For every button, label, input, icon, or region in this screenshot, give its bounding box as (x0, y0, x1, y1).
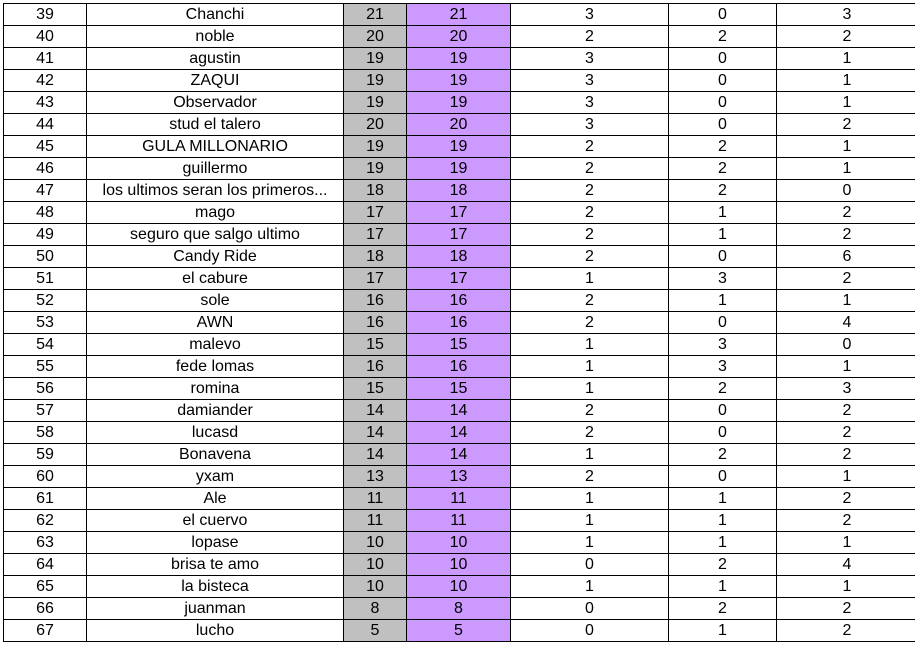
position-cell: 60 (4, 466, 87, 488)
points-purple-cell: 11 (407, 510, 511, 532)
table-row (4, 532, 915, 554)
stat-e-cell: 6 (777, 246, 915, 268)
name-cell: romina (87, 378, 344, 400)
position-cell: 63 (4, 532, 87, 554)
name-cell: Chanchi (87, 4, 344, 26)
name-cell: AWN (87, 312, 344, 334)
stat-c-cell: 0 (511, 554, 669, 576)
table-row (4, 510, 915, 532)
stat-d-cell: 1 (669, 532, 777, 554)
points-purple-cell: 15 (407, 334, 511, 356)
points-purple-cell: 19 (407, 70, 511, 92)
stat-c-cell: 3 (511, 70, 669, 92)
position-cell: 67 (4, 620, 87, 642)
stat-e-cell: 1 (777, 356, 915, 378)
stat-e-cell: 0 (777, 334, 915, 356)
points-gray-cell: 13 (344, 466, 407, 488)
table-row (4, 356, 915, 378)
points-gray-cell: 11 (344, 510, 407, 532)
position-cell: 59 (4, 444, 87, 466)
stat-c-cell: 1 (511, 532, 669, 554)
stat-c-cell: 0 (511, 598, 669, 620)
stat-c-cell: 2 (511, 312, 669, 334)
stat-c-cell: 2 (511, 400, 669, 422)
stat-e-cell: 1 (777, 70, 915, 92)
points-purple-cell: 18 (407, 246, 511, 268)
points-gray-cell: 10 (344, 554, 407, 576)
points-purple-cell: 17 (407, 224, 511, 246)
position-cell: 49 (4, 224, 87, 246)
points-purple-cell: 11 (407, 488, 511, 510)
stat-d-cell: 2 (669, 444, 777, 466)
points-gray-cell: 19 (344, 70, 407, 92)
stat-c-cell: 2 (511, 136, 669, 158)
table-row (4, 620, 915, 642)
table-row (4, 378, 915, 400)
stat-d-cell: 2 (669, 180, 777, 202)
stat-d-cell: 0 (669, 400, 777, 422)
stat-c-cell: 1 (511, 576, 669, 598)
stat-c-cell: 3 (511, 48, 669, 70)
stat-d-cell: 0 (669, 48, 777, 70)
position-cell: 48 (4, 202, 87, 224)
table-row (4, 26, 915, 48)
name-cell: noble (87, 26, 344, 48)
name-cell: brisa te amo (87, 554, 344, 576)
points-gray-cell: 19 (344, 48, 407, 70)
stat-e-cell: 0 (777, 180, 915, 202)
table-row (4, 422, 915, 444)
name-cell: seguro que salgo ultimo (87, 224, 344, 246)
name-cell: agustin (87, 48, 344, 70)
points-purple-cell: 10 (407, 576, 511, 598)
points-gray-cell: 10 (344, 532, 407, 554)
table-row (4, 444, 915, 466)
stat-e-cell: 4 (777, 312, 915, 334)
standings-rows (4, 4, 915, 642)
stat-e-cell: 2 (777, 422, 915, 444)
table-row (4, 290, 915, 312)
position-cell: 42 (4, 70, 87, 92)
points-gray-cell: 16 (344, 312, 407, 334)
points-purple-cell: 17 (407, 268, 511, 290)
points-gray-cell: 18 (344, 246, 407, 268)
points-purple-cell: 21 (407, 4, 511, 26)
stat-d-cell: 3 (669, 334, 777, 356)
points-purple-cell: 20 (407, 26, 511, 48)
points-gray-cell: 19 (344, 158, 407, 180)
stat-c-cell: 2 (511, 158, 669, 180)
position-cell: 40 (4, 26, 87, 48)
points-purple-cell: 14 (407, 400, 511, 422)
stat-d-cell: 1 (669, 290, 777, 312)
stat-e-cell: 1 (777, 532, 915, 554)
points-gray-cell: 5 (344, 620, 407, 642)
points-gray-cell: 19 (344, 136, 407, 158)
stat-e-cell: 1 (777, 92, 915, 114)
points-purple-cell: 10 (407, 532, 511, 554)
name-cell: el cabure (87, 268, 344, 290)
points-gray-cell: 11 (344, 488, 407, 510)
stat-d-cell: 1 (669, 488, 777, 510)
stat-c-cell: 1 (511, 268, 669, 290)
stat-e-cell: 1 (777, 48, 915, 70)
position-cell: 56 (4, 378, 87, 400)
points-gray-cell: 14 (344, 422, 407, 444)
stat-d-cell: 3 (669, 268, 777, 290)
points-gray-cell: 20 (344, 114, 407, 136)
position-cell: 57 (4, 400, 87, 422)
points-gray-cell: 20 (344, 26, 407, 48)
position-cell: 62 (4, 510, 87, 532)
points-gray-cell: 17 (344, 202, 407, 224)
stat-e-cell: 2 (777, 488, 915, 510)
points-gray-cell: 15 (344, 378, 407, 400)
points-gray-cell: 19 (344, 92, 407, 114)
table-row (4, 202, 915, 224)
points-gray-cell: 21 (344, 4, 407, 26)
table-row (4, 224, 915, 246)
position-cell: 55 (4, 356, 87, 378)
position-cell: 39 (4, 4, 87, 26)
table-row (4, 114, 915, 136)
name-cell: el cuervo (87, 510, 344, 532)
stat-d-cell: 0 (669, 312, 777, 334)
table-row (4, 576, 915, 598)
stat-c-cell: 0 (511, 620, 669, 642)
standings-table (3, 3, 915, 642)
table-row (4, 48, 915, 70)
table-row (4, 268, 915, 290)
stat-c-cell: 3 (511, 4, 669, 26)
position-cell: 44 (4, 114, 87, 136)
position-cell: 53 (4, 312, 87, 334)
stat-d-cell: 1 (669, 202, 777, 224)
stat-e-cell: 2 (777, 598, 915, 620)
stat-e-cell: 4 (777, 554, 915, 576)
points-gray-cell: 16 (344, 356, 407, 378)
name-cell: malevo (87, 334, 344, 356)
points-purple-cell: 16 (407, 356, 511, 378)
position-cell: 54 (4, 334, 87, 356)
stat-e-cell: 2 (777, 268, 915, 290)
table-row (4, 466, 915, 488)
stat-d-cell: 0 (669, 92, 777, 114)
name-cell: Bonavena (87, 444, 344, 466)
table-row (4, 598, 915, 620)
stat-e-cell: 2 (777, 444, 915, 466)
name-cell: damiander (87, 400, 344, 422)
stat-c-cell: 2 (511, 26, 669, 48)
stat-d-cell: 2 (669, 136, 777, 158)
stat-d-cell: 1 (669, 510, 777, 532)
position-cell: 66 (4, 598, 87, 620)
position-cell: 46 (4, 158, 87, 180)
points-purple-cell: 13 (407, 466, 511, 488)
stat-d-cell: 0 (669, 246, 777, 268)
stat-d-cell: 0 (669, 422, 777, 444)
table-row (4, 136, 915, 158)
points-gray-cell: 15 (344, 334, 407, 356)
name-cell: fede lomas (87, 356, 344, 378)
stat-e-cell: 1 (777, 576, 915, 598)
points-purple-cell: 18 (407, 180, 511, 202)
name-cell: lucho (87, 620, 344, 642)
name-cell: Ale (87, 488, 344, 510)
name-cell: Candy Ride (87, 246, 344, 268)
stat-c-cell: 1 (511, 444, 669, 466)
position-cell: 58 (4, 422, 87, 444)
points-purple-cell: 19 (407, 136, 511, 158)
name-cell: sole (87, 290, 344, 312)
name-cell: la bisteca (87, 576, 344, 598)
name-cell: GULA MILLONARIO (87, 136, 344, 158)
points-gray-cell: 8 (344, 598, 407, 620)
name-cell: yxam (87, 466, 344, 488)
name-cell: lucasd (87, 422, 344, 444)
stat-d-cell: 3 (669, 356, 777, 378)
table-row (4, 180, 915, 202)
stat-c-cell: 2 (511, 246, 669, 268)
position-cell: 47 (4, 180, 87, 202)
points-purple-cell: 17 (407, 202, 511, 224)
stat-c-cell: 2 (511, 466, 669, 488)
stat-e-cell: 3 (777, 4, 915, 26)
stat-c-cell: 1 (511, 356, 669, 378)
points-gray-cell: 17 (344, 268, 407, 290)
stat-d-cell: 0 (669, 466, 777, 488)
position-cell: 43 (4, 92, 87, 114)
points-purple-cell: 15 (407, 378, 511, 400)
table-row (4, 92, 915, 114)
stat-d-cell: 1 (669, 620, 777, 642)
stat-e-cell: 1 (777, 158, 915, 180)
stat-c-cell: 1 (511, 378, 669, 400)
stat-c-cell: 1 (511, 334, 669, 356)
stat-d-cell: 1 (669, 224, 777, 246)
stat-d-cell: 2 (669, 26, 777, 48)
name-cell: Observador (87, 92, 344, 114)
position-cell: 51 (4, 268, 87, 290)
points-purple-cell: 19 (407, 92, 511, 114)
stat-c-cell: 3 (511, 92, 669, 114)
stat-c-cell: 2 (511, 180, 669, 202)
stat-d-cell: 0 (669, 4, 777, 26)
position-cell: 41 (4, 48, 87, 70)
stat-e-cell: 2 (777, 620, 915, 642)
points-gray-cell: 16 (344, 290, 407, 312)
table-row (4, 400, 915, 422)
points-purple-cell: 5 (407, 620, 511, 642)
table-row (4, 554, 915, 576)
points-gray-cell: 18 (344, 180, 407, 202)
stat-d-cell: 2 (669, 554, 777, 576)
stat-e-cell: 2 (777, 114, 915, 136)
points-purple-cell: 20 (407, 114, 511, 136)
table-row (4, 4, 915, 26)
points-gray-cell: 14 (344, 400, 407, 422)
stat-e-cell: 1 (777, 290, 915, 312)
position-cell: 61 (4, 488, 87, 510)
stat-e-cell: 1 (777, 466, 915, 488)
stat-c-cell: 2 (511, 224, 669, 246)
points-purple-cell: 19 (407, 158, 511, 180)
position-cell: 52 (4, 290, 87, 312)
table-row (4, 488, 915, 510)
name-cell: ZAQUI (87, 70, 344, 92)
points-purple-cell: 19 (407, 48, 511, 70)
stat-c-cell: 1 (511, 488, 669, 510)
table-row (4, 70, 915, 92)
stat-e-cell: 2 (777, 224, 915, 246)
stat-e-cell: 2 (777, 400, 915, 422)
stat-d-cell: 2 (669, 158, 777, 180)
stat-c-cell: 2 (511, 290, 669, 312)
position-cell: 65 (4, 576, 87, 598)
name-cell: lopase (87, 532, 344, 554)
stat-c-cell: 2 (511, 422, 669, 444)
position-cell: 45 (4, 136, 87, 158)
stat-e-cell: 1 (777, 136, 915, 158)
points-purple-cell: 14 (407, 422, 511, 444)
points-purple-cell: 8 (407, 598, 511, 620)
table-row (4, 158, 915, 180)
points-purple-cell: 14 (407, 444, 511, 466)
stat-e-cell: 3 (777, 378, 915, 400)
name-cell: mago (87, 202, 344, 224)
position-cell: 64 (4, 554, 87, 576)
stat-e-cell: 2 (777, 202, 915, 224)
stat-c-cell: 1 (511, 510, 669, 532)
table-row (4, 246, 915, 268)
points-gray-cell: 14 (344, 444, 407, 466)
stat-e-cell: 2 (777, 26, 915, 48)
name-cell: los ultimos seran los primeros... (87, 180, 344, 202)
stat-d-cell: 1 (669, 576, 777, 598)
name-cell: juanman (87, 598, 344, 620)
name-cell: stud el talero (87, 114, 344, 136)
points-purple-cell: 16 (407, 290, 511, 312)
position-cell: 50 (4, 246, 87, 268)
stat-c-cell: 3 (511, 114, 669, 136)
points-gray-cell: 17 (344, 224, 407, 246)
stat-e-cell: 2 (777, 510, 915, 532)
stat-d-cell: 2 (669, 598, 777, 620)
table-row (4, 334, 915, 356)
table-row (4, 312, 915, 334)
stat-c-cell: 2 (511, 202, 669, 224)
points-purple-cell: 16 (407, 312, 511, 334)
stat-d-cell: 0 (669, 114, 777, 136)
name-cell: guillermo (87, 158, 344, 180)
points-purple-cell: 10 (407, 554, 511, 576)
points-gray-cell: 10 (344, 576, 407, 598)
stat-d-cell: 2 (669, 378, 777, 400)
stat-d-cell: 0 (669, 70, 777, 92)
